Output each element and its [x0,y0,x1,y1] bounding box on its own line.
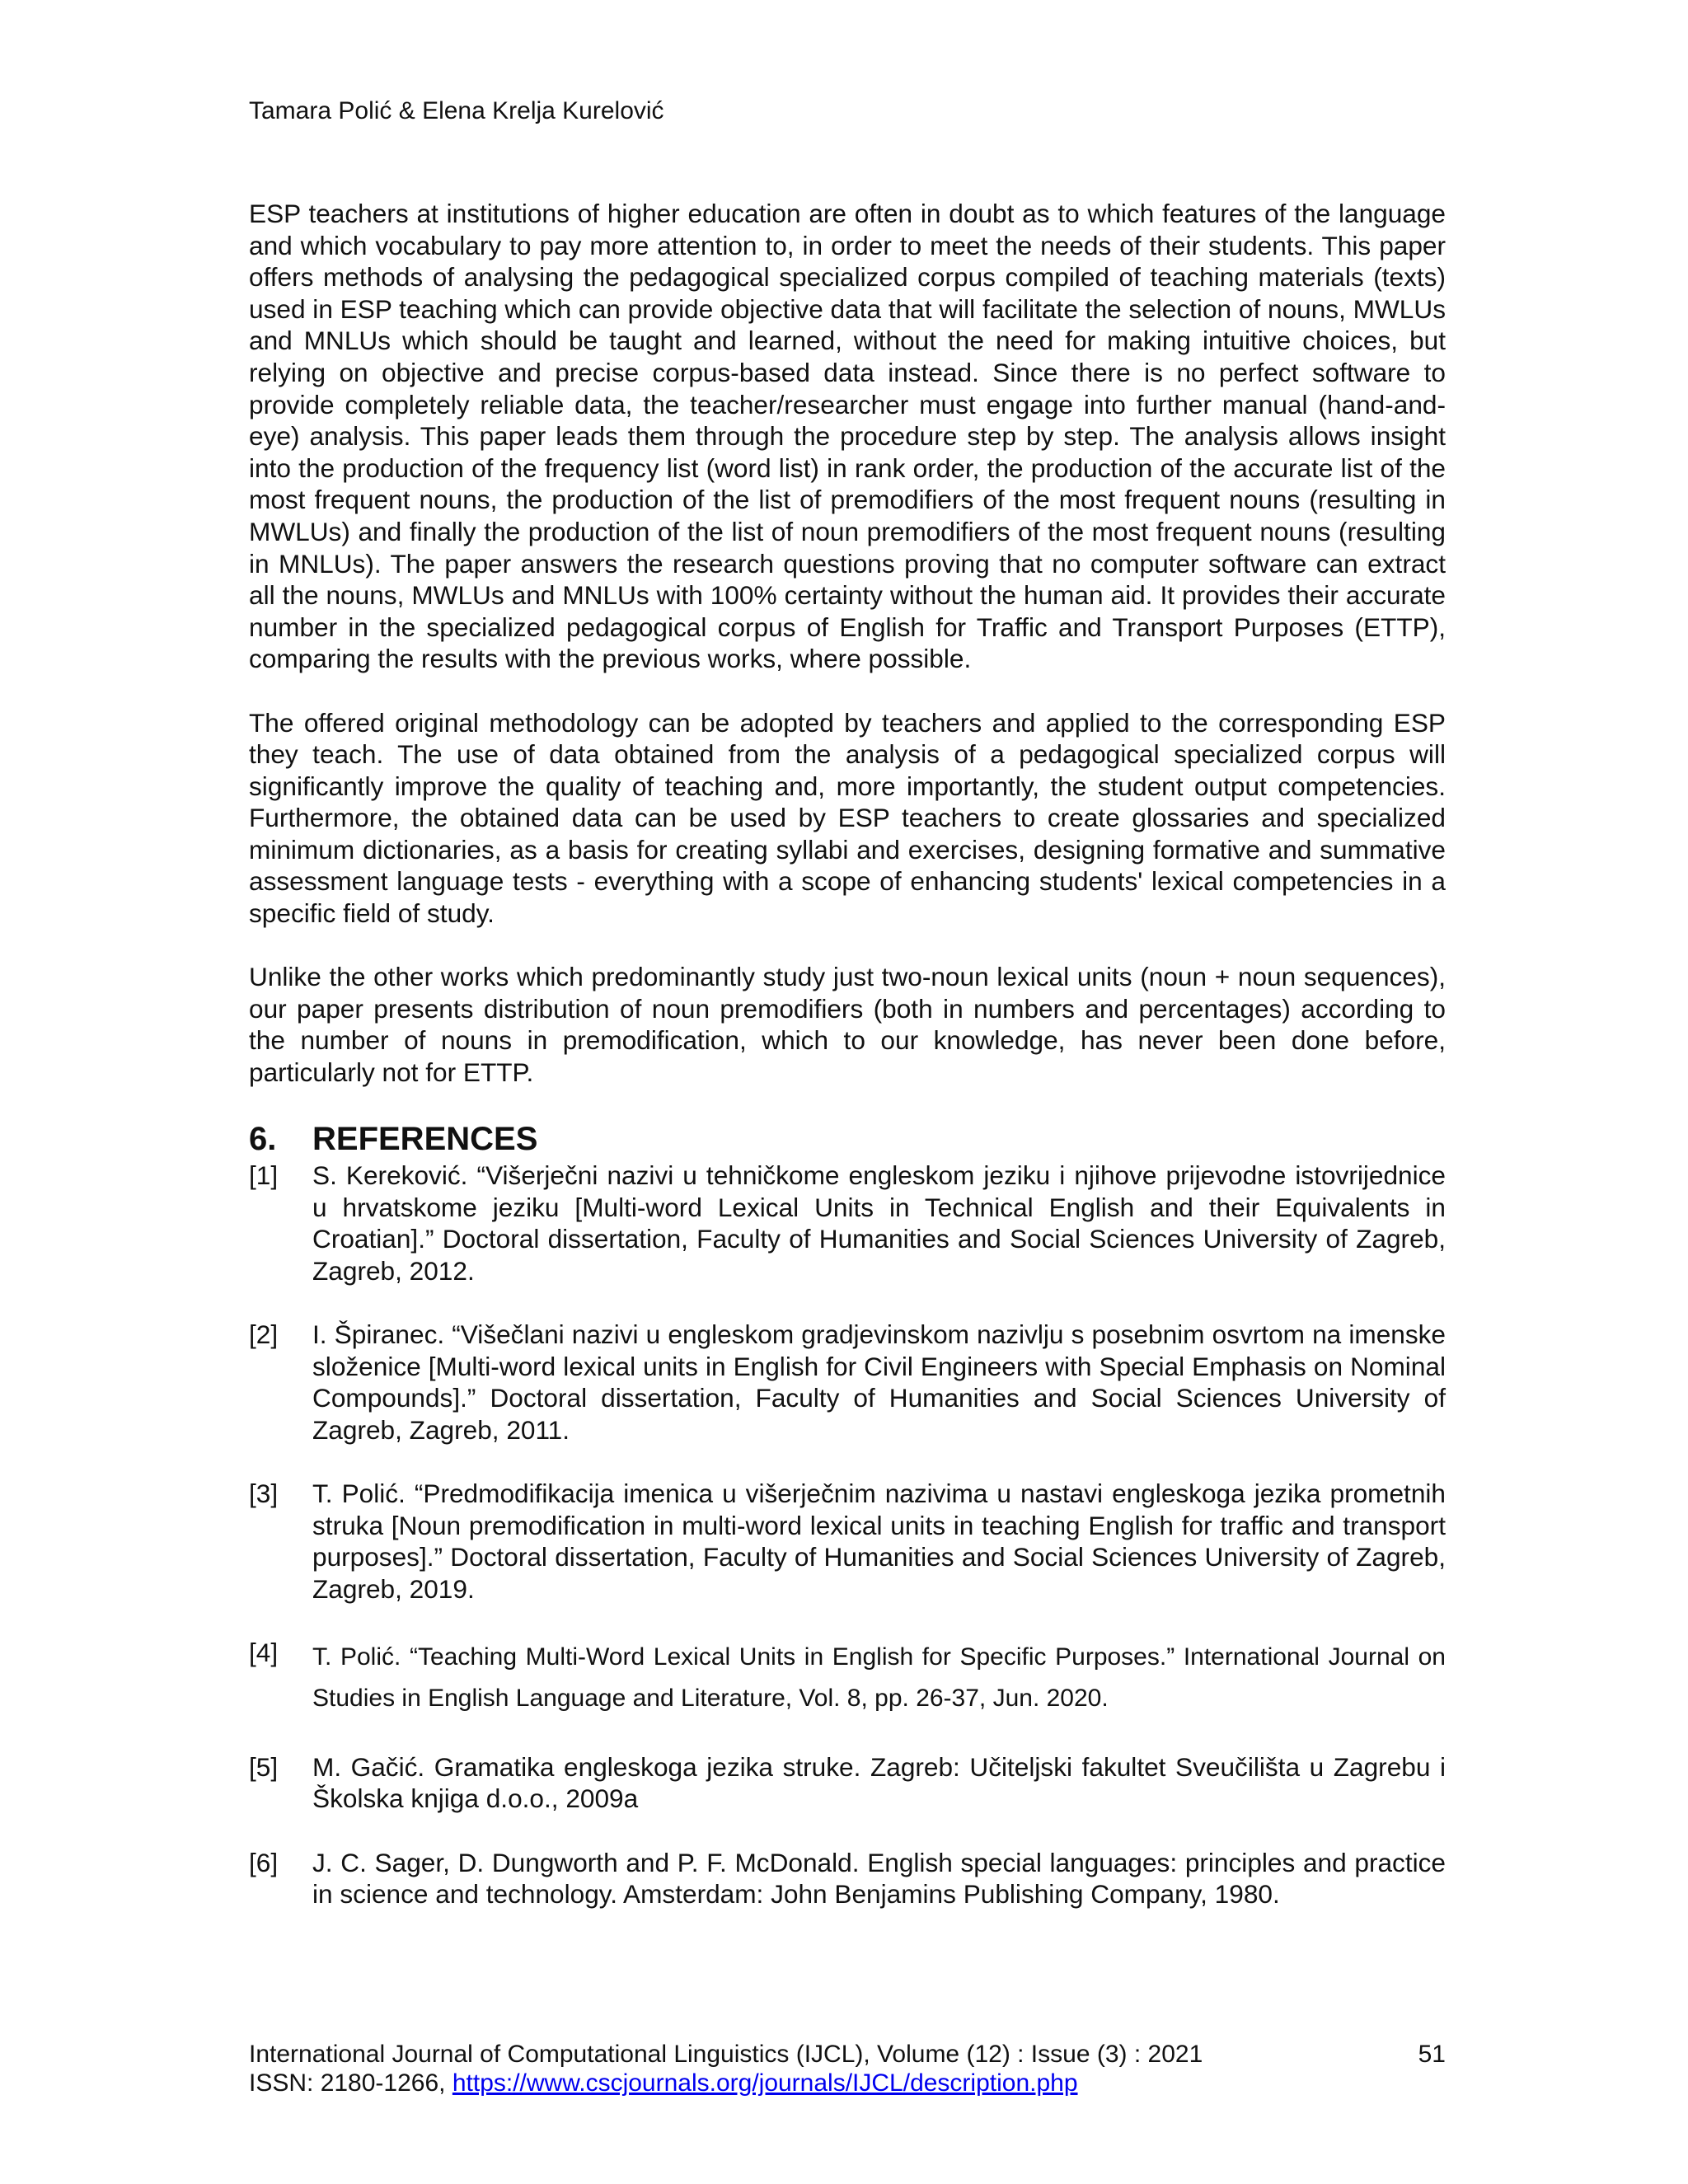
reference-item [249,1478,1446,1605]
reference-number: [5] [249,1751,279,1782]
reference-item [249,1319,1446,1446]
reference-number: [3] [249,1479,279,1509]
body-paragraph: The offered original methodology can be adopted by teachers and applied to the corresponding ESP they teach. The use of data obtained from the analysis of a pedagogical specialized corpus will significantly improve the quality of teaching and, more importantly, the student output competencies. Furthermore, the obtained data can be used by ESP teachers to create glossaries and specialized minimum dictionaries, as a basis for creating syllabi and exercises, designing formative and summative assessment language tests - everything with a scope of enhancing students' lexical competencies in a specific field of study. [249,707,1446,929]
reference-text: J. C. Sager, D. Dungworth and P. F. McDonald. English special languages: principles and practice in science and technology. Amsterdam: John Benjamins Publishing Company, 1980. [312,1847,1446,1910]
journal-url-link[interactable]: https://www.cscjournals.org/journals/IJCL/description.php [452,2069,1078,2097]
reference-item [249,1637,1446,1719]
page-number: 51 [1418,2041,1446,2068]
reference-number: [6] [249,1847,279,1877]
reference-text: S. Kereković. “Višerječni nazivi u tehničkome engleskom jeziku i njihove prijevodne istovrijednice u hrvatskome jeziku [Multi-word Lexical Units in Technical English and their Equivalents in Croatian].” Doctoral dissertation, Faculty of Humanities and Social Sciences University of Zagreb, Zagreb, 2012. [312,1160,1446,1286]
body-paragraph: Unlike the other works which predominantly study just two-noun lexical units (noun + noun sequences), our paper presents distribution of noun premodifiers (both in numbers and percentages) according to the number of nouns in premodification, which to our knowledge, has never been done before, particularly not for ETTP. [249,962,1446,1088]
reference-text: I. Špiranec. “Višečlani nazivi u engleskom gradjevinskom nazivlju s posebnim osvrtom na imenske složenice [Multi-word lexical units in English for Civil Engineers with Special Emphasis on Nominal Compounds].” Doctoral dissertation, Faculty of Humanities and Social Sciences University of Zagreb, Zagreb, 2011. [312,1319,1446,1445]
main-content [249,198,1446,1942]
page-footer [249,2040,1446,2097]
footer-issn-line [249,2069,1446,2097]
section-heading [249,1120,1446,1158]
footer-journal-line [249,2040,1446,2069]
running-header: Tamara Polić & Elena Krelja Kurelović [249,97,664,124]
reference-number: [2] [249,1319,279,1350]
reference-number: [4] [249,1638,279,1668]
reference-list [249,1160,1446,1910]
journal-citation: International Journal of Computational Linguistics (IJCL), Volume (12) : Issue (3) : 2021 [249,2041,1203,2068]
reference-text: T. Polić. “Predmodifikacija imenica u višerječnim nazivima u nastavi engleskoga jezika prometnih struka [Noun premodification in multi-word lexical units in teaching English for traffic and transport purposes].” Doctoral dissertation, Faculty of Humanities and Social Sciences University of Zagreb, Zagreb, 2019. [312,1479,1446,1604]
issn: ISSN: 2180-1266, [249,2069,446,2097]
section-title: REFERENCES [312,1121,538,1158]
reference-number: [1] [249,1160,279,1191]
section-number: 6. [249,1121,277,1158]
reference-item [249,1160,1446,1286]
reference-text: M. Gačić. Gramatika engleskoga jezika struke. Zagreb: Učiteljski fakultet Sveučilišta u Zagrebu i Školska knjiga d.o.o., 2009a [312,1751,1446,1814]
reference-item [249,1847,1446,1910]
reference-item [249,1751,1446,1815]
reference-text: T. Polić. “Teaching Multi-Word Lexical Units in English for Specific Purposes.” International Journal on Studies in English Language and Literature, Vol. 8, pp. 26-37, Jun. 2020. [312,1643,1446,1713]
body-paragraph: ESP teachers at institutions of higher education are often in doubt as to which features of the language and which vocabulary to pay more attention to, in order to meet the needs of their students. This paper offers methods of analysing the pedagogical specialized corpus compiled of teaching materials (texts) used in ESP teaching which can provide objective data that will facilitate the selection of nouns, MWLUs and MNLUs which should be taught and learned, without the need for making intuitive choices, but relying on objective and precise corpus-based data instead. Since there is no perfect software to provide completely reliable data, the teacher/researcher must engage into further manual (hand-and-eye) analysis. This paper leads them through the procedure step by step. The analysis allows insight into the production of the frequency list (word list) in rank order, the production of the accurate list of the most frequent nouns, the production of the list of premodifiers of the most frequent nouns (resulting in MWLUs) and finally the production of the list of noun premodifiers of the most frequent nouns (resulting in MNLUs). The paper answers the research questions proving that no computer software can extract all the nouns, MWLUs and MNLUs with 100% certainty without the human aid. It provides their accurate number in the specialized pedagogical corpus of English for Traffic and Transport Purposes (ETTP), comparing the results with the previous works, where possible. [249,199,1446,674]
